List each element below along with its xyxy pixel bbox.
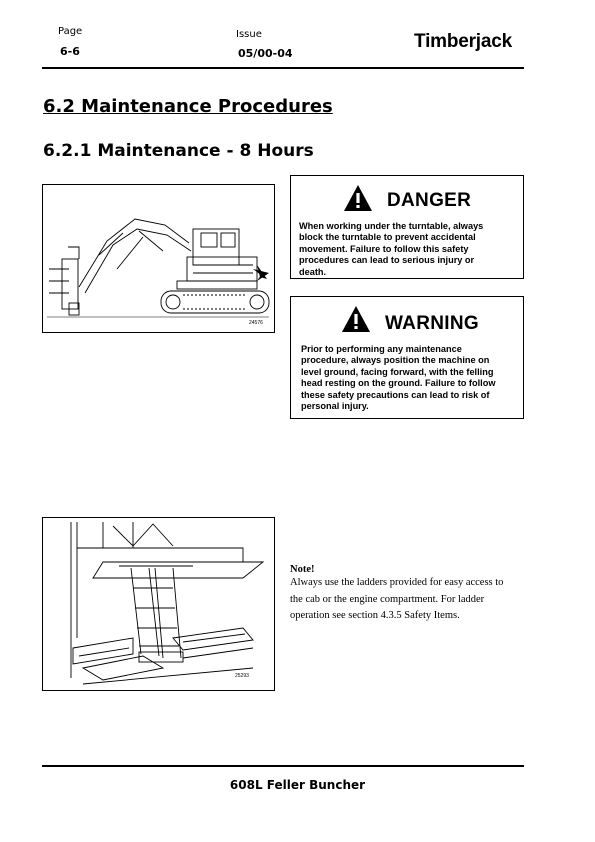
ladder-illustration xyxy=(43,518,274,690)
subsection-title: 6.2.1 Maintenance - 8 Hours xyxy=(43,141,314,161)
warning-line: Prior to performing any maintenance xyxy=(301,344,462,354)
warning-triangle-icon xyxy=(341,305,371,333)
warning-line: procedure, always position the machine on xyxy=(301,355,490,366)
issue-label: Issue xyxy=(236,29,262,40)
danger-line: When working under the turntable, always xyxy=(299,221,484,231)
warning-triangle-icon xyxy=(343,184,373,212)
danger-title: DANGER xyxy=(387,190,472,211)
warning-line: personal injury. xyxy=(301,401,369,412)
page-number: 6-6 xyxy=(60,45,80,58)
figure-number: 25293 xyxy=(235,673,249,679)
brand-logo: Timberjack xyxy=(414,31,512,52)
danger-notice xyxy=(290,175,524,279)
danger-line: movement. Failure to follow this safety xyxy=(299,243,469,254)
danger-line: block the turntable to prevent accidental xyxy=(299,232,476,243)
section-title: 6.2 Maintenance Procedures xyxy=(43,96,333,117)
warning-notice xyxy=(290,296,524,419)
header-rule xyxy=(42,67,524,69)
note-body xyxy=(290,575,522,625)
feller-buncher-illustration xyxy=(43,185,274,332)
danger-line: procedures can lead to serious injury or xyxy=(299,255,475,266)
footer-rule xyxy=(42,765,524,767)
issue-date: 05/00-04 xyxy=(238,47,293,60)
note-line: Always use the ladders provided for easy access to xyxy=(290,577,504,588)
danger-line: death. xyxy=(299,266,327,277)
note-title: Note! xyxy=(290,564,315,575)
warning-text xyxy=(301,344,521,412)
note-line: the cab or the engine compartment. For ladder xyxy=(290,593,485,605)
figure-number: 24576 xyxy=(249,320,263,326)
warning-line: these safety precautions can lead to risk of xyxy=(301,389,490,400)
page-label: Page xyxy=(58,26,83,37)
warning-line: head resting on the ground. Failure to follow xyxy=(301,378,496,389)
ladder-figure xyxy=(42,517,275,691)
warning-line: level ground, facing forward, with the felling xyxy=(301,366,494,377)
feller-buncher-figure xyxy=(42,184,275,333)
footer-title: 608L Feller Buncher xyxy=(229,778,366,792)
danger-text xyxy=(299,221,521,278)
warning-title: WARNING xyxy=(385,313,479,334)
note-line: operation see section 4.3.5 Safety Items. xyxy=(290,610,460,621)
